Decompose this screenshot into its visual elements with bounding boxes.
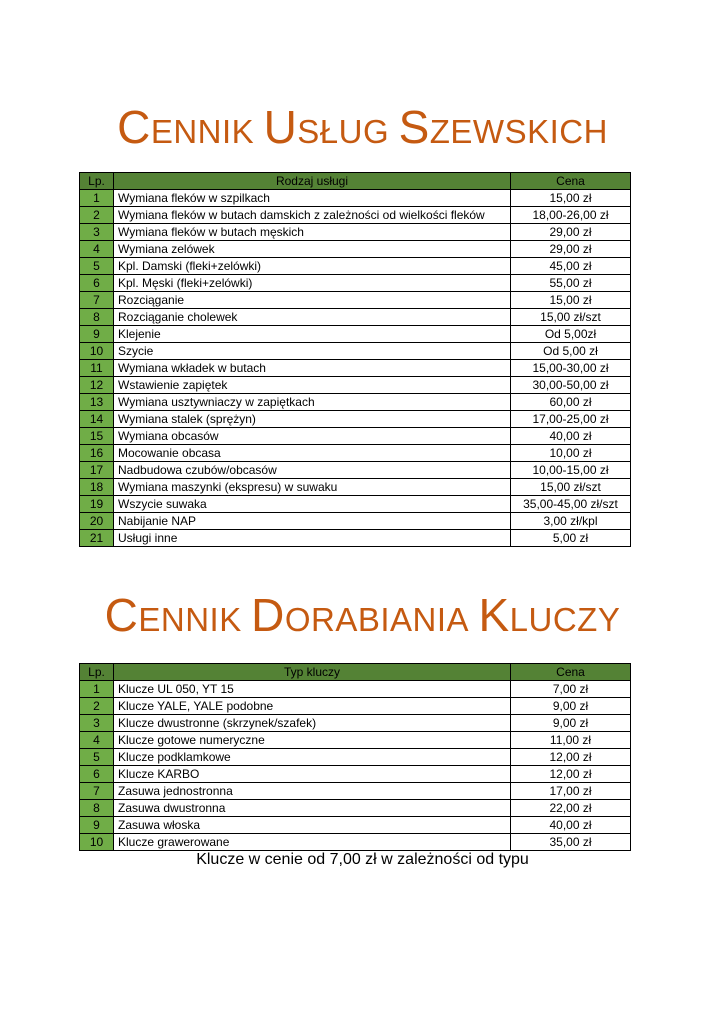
item-price: 35,00-45,00 zł/szt — [511, 496, 631, 513]
item-name: Rozciąganie — [114, 292, 511, 309]
row-number: 19 — [80, 496, 114, 513]
row-number: 5 — [80, 749, 114, 766]
services-price-table — [79, 172, 631, 547]
table-row — [80, 732, 631, 749]
item-name: Wymiana maszynki (ekspresu) w suwaku — [114, 479, 511, 496]
item-price: 5,00 zł — [511, 530, 631, 547]
row-number: 1 — [80, 681, 114, 698]
row-number: 7 — [80, 783, 114, 800]
row-number: 12 — [80, 377, 114, 394]
title-word: CENNIK — [117, 101, 255, 153]
table-row — [80, 292, 631, 309]
lp-header: Lp. — [80, 173, 114, 190]
row-number: 20 — [80, 513, 114, 530]
row-number: 2 — [80, 698, 114, 715]
item-name: Usługi inne — [114, 530, 511, 547]
table-row — [80, 309, 631, 326]
table-row — [80, 800, 631, 817]
row-number: 17 — [80, 462, 114, 479]
title-word: KLUCZY — [478, 589, 621, 641]
item-name: Nadbudowa czubów/obcasów — [114, 462, 511, 479]
item-name: Klucze YALE, YALE podobne — [114, 698, 511, 715]
item-price: 15,00 zł/szt — [511, 309, 631, 326]
table-row — [80, 343, 631, 360]
row-number: 2 — [80, 207, 114, 224]
item-price: 40,00 zł — [511, 817, 631, 834]
table-row — [80, 411, 631, 428]
price-header: Cena — [511, 664, 631, 681]
row-number: 4 — [80, 732, 114, 749]
table-row — [80, 275, 631, 292]
table-row — [80, 445, 631, 462]
item-price: 29,00 zł — [511, 224, 631, 241]
row-number: 9 — [80, 817, 114, 834]
item-price: 15,00 zł — [511, 190, 631, 207]
table-row — [80, 207, 631, 224]
row-number: 3 — [80, 715, 114, 732]
table-row — [80, 428, 631, 445]
keys-price-note: Klucze w cenie od 7,00 zł w zależności od typu — [196, 851, 529, 868]
item-price: 55,00 zł — [511, 275, 631, 292]
table-row — [80, 530, 631, 547]
row-number: 1 — [80, 190, 114, 207]
item-name: Nabijanie NAP — [114, 513, 511, 530]
item-price: 11,00 zł — [511, 732, 631, 749]
item-name: Klucze KARBO — [114, 766, 511, 783]
item-price: 22,00 zł — [511, 800, 631, 817]
item-name: Szycie — [114, 343, 511, 360]
item-name: Wymiana fleków w butach damskich z zależności od wielkości fleków — [114, 207, 511, 224]
table-row — [80, 190, 631, 207]
services-title — [0, 100, 725, 154]
price-header: Cena — [511, 173, 631, 190]
title-word: DORABIANIA — [251, 589, 470, 641]
row-number: 11 — [80, 360, 114, 377]
row-number: 5 — [80, 258, 114, 275]
item-price: 9,00 zł — [511, 698, 631, 715]
row-number: 8 — [80, 800, 114, 817]
item-name: Mocowanie obcasa — [114, 445, 511, 462]
service-type-header: Rodzaj usługi — [114, 173, 511, 190]
item-price: 10,00-15,00 zł — [511, 462, 631, 479]
item-price: 17,00-25,00 zł — [511, 411, 631, 428]
item-price: 12,00 zł — [511, 766, 631, 783]
item-name: Kpl. Damski (fleki+zelówki) — [114, 258, 511, 275]
item-name: Wymiana fleków w butach męskich — [114, 224, 511, 241]
table-row — [80, 326, 631, 343]
table-row — [80, 783, 631, 800]
table-row — [80, 377, 631, 394]
item-name: Wymiana zelówek — [114, 241, 511, 258]
item-name: Klucze UL 050, YT 15 — [114, 681, 511, 698]
row-number: 6 — [80, 275, 114, 292]
table-row — [80, 496, 631, 513]
item-name: Klucze gotowe numeryczne — [114, 732, 511, 749]
item-price: Od 5,00 zł — [511, 343, 631, 360]
key-type-header: Typ kluczy — [114, 664, 511, 681]
row-number: 21 — [80, 530, 114, 547]
table-row — [80, 834, 631, 851]
item-price: 9,00 zł — [511, 715, 631, 732]
row-number: 18 — [80, 479, 114, 496]
item-price: 17,00 zł — [511, 783, 631, 800]
row-number: 16 — [80, 445, 114, 462]
item-price: 15,00 zł/szt — [511, 479, 631, 496]
row-number: 10 — [80, 834, 114, 851]
item-name: Klucze grawerowane — [114, 834, 511, 851]
row-number: 15 — [80, 428, 114, 445]
table-row — [80, 241, 631, 258]
item-name: Wstawienie zapiętek — [114, 377, 511, 394]
item-name: Wymiana stalek (sprężyn) — [114, 411, 511, 428]
item-price: 35,00 zł — [511, 834, 631, 851]
keys-title — [0, 588, 725, 642]
row-number: 8 — [80, 309, 114, 326]
item-price: 15,00-30,00 zł — [511, 360, 631, 377]
item-price: 12,00 zł — [511, 749, 631, 766]
item-name: Wymiana obcasów — [114, 428, 511, 445]
table-row — [80, 258, 631, 275]
item-price: 7,00 zł — [511, 681, 631, 698]
item-name: Wymiana usztywniaczy w zapiętkach — [114, 394, 511, 411]
item-name: Zasuwa włoska — [114, 817, 511, 834]
item-price: 15,00 zł — [511, 292, 631, 309]
title-word: CENNIK — [104, 589, 242, 641]
item-name: Zasuwa jednostronna — [114, 783, 511, 800]
row-number: 6 — [80, 766, 114, 783]
item-price: 60,00 zł — [511, 394, 631, 411]
row-number: 14 — [80, 411, 114, 428]
item-price: 45,00 zł — [511, 258, 631, 275]
item-name: Rozciąganie cholewek — [114, 309, 511, 326]
item-name: Klucze podklamkowe — [114, 749, 511, 766]
item-price: Od 5,00zł — [511, 326, 631, 343]
row-number: 7 — [80, 292, 114, 309]
item-price: 30,00-50,00 zł — [511, 377, 631, 394]
table-row — [80, 749, 631, 766]
item-price: 40,00 zł — [511, 428, 631, 445]
table-row — [80, 462, 631, 479]
row-number: 4 — [80, 241, 114, 258]
item-name: Wymiana fleków w szpilkach — [114, 190, 511, 207]
row-number: 9 — [80, 326, 114, 343]
row-number: 13 — [80, 394, 114, 411]
item-name: Klucze dwustronne (skrzynek/szafek) — [114, 715, 511, 732]
title-word: USŁUG — [263, 101, 390, 153]
table-row — [80, 394, 631, 411]
services-header-row — [80, 173, 631, 190]
table-row — [80, 766, 631, 783]
table-row — [80, 817, 631, 834]
item-name: Kpl. Męski (fleki+zelówki) — [114, 275, 511, 292]
table-row — [80, 681, 631, 698]
keys-price-table — [79, 663, 631, 851]
item-price: 29,00 zł — [511, 241, 631, 258]
keys-header-row — [80, 664, 631, 681]
item-name: Klejenie — [114, 326, 511, 343]
table-row — [80, 715, 631, 732]
row-number: 10 — [80, 343, 114, 360]
table-row — [80, 479, 631, 496]
table-row — [80, 698, 631, 715]
item-price: 10,00 zł — [511, 445, 631, 462]
table-row — [80, 513, 631, 530]
item-name: Wymiana wkładek w butach — [114, 360, 511, 377]
row-number: 3 — [80, 224, 114, 241]
title-word: SZEWSKICH — [398, 101, 608, 153]
table-row — [80, 224, 631, 241]
item-price: 3,00 zł/kpl — [511, 513, 631, 530]
item-price: 18,00-26,00 zł — [511, 207, 631, 224]
item-name: Zasuwa dwustronna — [114, 800, 511, 817]
item-name: Wszycie suwaka — [114, 496, 511, 513]
lp-header: Lp. — [80, 664, 114, 681]
table-row — [80, 360, 631, 377]
